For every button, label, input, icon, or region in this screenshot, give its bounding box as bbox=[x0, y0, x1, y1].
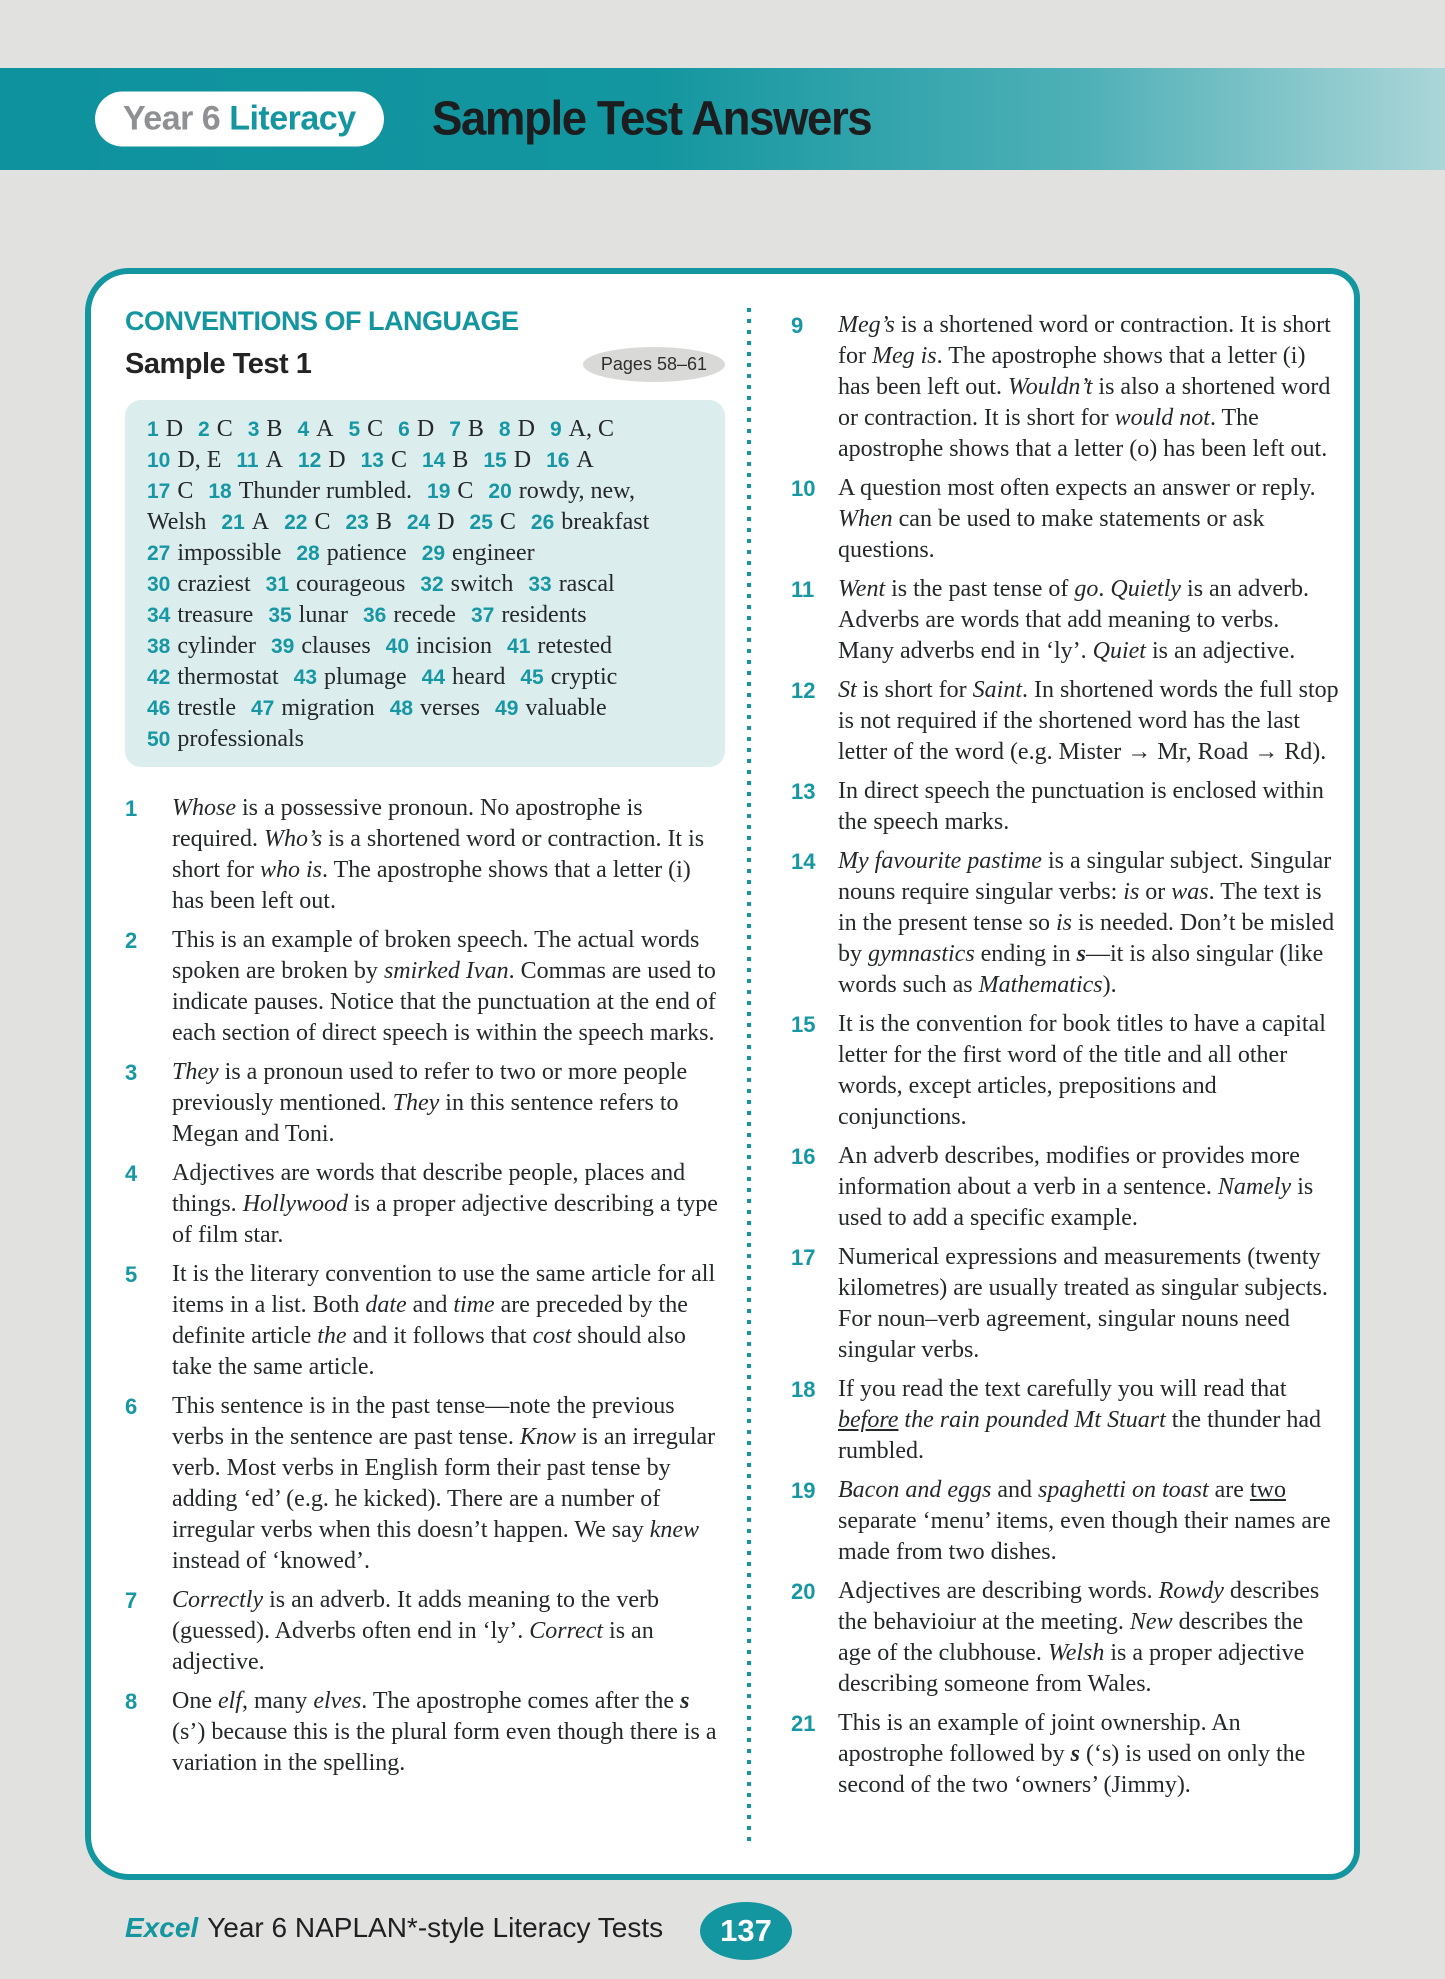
answer-value: recede bbox=[393, 602, 456, 628]
answer-number: 24 bbox=[406, 511, 431, 534]
answer-value: thermostat bbox=[177, 664, 279, 690]
explanation-number: 4 bbox=[125, 1161, 138, 1186]
answer-value: C bbox=[367, 416, 384, 442]
explanation-number: 16 bbox=[791, 1144, 816, 1169]
answer-value: treasure bbox=[177, 602, 254, 628]
page-number-badge: 137 bbox=[700, 1902, 792, 1960]
explanation-number: 18 bbox=[791, 1377, 816, 1402]
answer-key-line bbox=[147, 662, 711, 693]
answer-number: 1 bbox=[147, 418, 159, 441]
answer-number: 6 bbox=[398, 418, 410, 441]
book-title-rest: Year 6 NAPLAN*-style Literacy Tests bbox=[207, 1912, 664, 1943]
explanation-number: 2 bbox=[125, 928, 138, 953]
explanation-number: 7 bbox=[125, 1588, 138, 1613]
explanation-number: 14 bbox=[791, 849, 816, 874]
explanation-item bbox=[791, 1141, 1340, 1234]
answer-value: Welsh bbox=[147, 509, 207, 535]
explanation-item bbox=[125, 1391, 725, 1577]
answer-value: D bbox=[437, 509, 455, 535]
column-divider bbox=[747, 308, 751, 1844]
answer-key-line bbox=[147, 724, 711, 755]
explanation-item bbox=[125, 1259, 725, 1383]
answer-number: 13 bbox=[360, 449, 384, 472]
answer-key-line bbox=[147, 693, 711, 724]
answer-value: clauses bbox=[301, 633, 371, 659]
explanation-text: It is the convention for book titles to have a capital letter for the first word of the title and all other words, except articles, prepositions and conjunctions. bbox=[838, 1011, 1326, 1130]
answer-number: 47 bbox=[251, 697, 275, 720]
answer-number: 31 bbox=[265, 573, 289, 596]
answer-number: 4 bbox=[297, 418, 310, 441]
answer-key-line bbox=[147, 600, 711, 631]
header-band bbox=[0, 68, 1445, 170]
explanation-text: Bacon and eggs and spaghetti on toast are two separate ‘menu’ items, even though their names are made from two dishes. bbox=[838, 1477, 1331, 1565]
answer-value: A bbox=[251, 509, 270, 535]
answer-value: impossible bbox=[177, 540, 282, 566]
answer-key-line bbox=[147, 631, 711, 662]
answer-number: 16 bbox=[546, 449, 570, 472]
explanation-text: Went is the past tense of go. Quietly is an adverb. Adverbs are words that add meaning to verbs. Many adverbs end in ‘ly’. Quiet is an adjective. bbox=[838, 576, 1310, 664]
answer-value: D bbox=[165, 416, 184, 442]
explanation-item bbox=[791, 675, 1340, 768]
answer-value: B bbox=[266, 416, 283, 442]
answer-number: 23 bbox=[345, 511, 369, 534]
answer-value: migration bbox=[281, 695, 375, 721]
answer-value: D bbox=[328, 447, 346, 473]
answer-value: C bbox=[177, 478, 194, 504]
explanation-number: 1 bbox=[125, 796, 138, 821]
explanation-text: They is a pronoun used to refer to two or more people previously mentioned. They in this sentence refers to Megan and Toni. bbox=[172, 1059, 688, 1147]
explanation-number: 13 bbox=[791, 779, 816, 804]
answer-value: professionals bbox=[177, 726, 305, 752]
explanation-number: 5 bbox=[125, 1262, 138, 1287]
answer-value: C bbox=[314, 509, 331, 535]
answer-value: courageous bbox=[296, 571, 406, 597]
answer-value: A bbox=[316, 416, 334, 442]
explanation-number: 3 bbox=[125, 1060, 138, 1085]
answer-value: heard bbox=[452, 664, 506, 690]
explanation-text: An adverb describes, modifies or provides more information about a verb in a sentence. Namely is used to add a specific example. bbox=[838, 1143, 1314, 1231]
explanations-left bbox=[125, 793, 725, 1779]
answer-value: A bbox=[265, 447, 283, 473]
answer-number: 37 bbox=[470, 604, 495, 627]
explanation-number: 20 bbox=[791, 1579, 816, 1604]
answer-number: 18 bbox=[208, 480, 232, 503]
answer-value: plumage bbox=[324, 664, 407, 690]
answer-number: 15 bbox=[483, 449, 507, 472]
explanation-item bbox=[125, 793, 725, 917]
answer-number: 26 bbox=[530, 511, 555, 534]
answer-value: B bbox=[375, 509, 392, 535]
explanation-text: Numerical expressions and measurements (twenty kilometres) are usually treated as singular subjects. For noun–verb agreement, singular nouns need singular verbs. bbox=[838, 1244, 1328, 1363]
answer-value: C bbox=[390, 447, 407, 473]
section-heading: CONVENTIONS OF LANGUAGE bbox=[125, 306, 519, 336]
explanation-text: In direct speech the punctuation is enclosed within the speech marks. bbox=[838, 778, 1324, 835]
answer-value: switch bbox=[450, 571, 514, 597]
answer-value: D, E bbox=[177, 447, 222, 473]
explanation-item bbox=[791, 1708, 1340, 1801]
explanation-item bbox=[125, 1158, 725, 1251]
explanation-item bbox=[791, 1475, 1340, 1568]
explanation-item bbox=[791, 776, 1340, 838]
explanations-right bbox=[791, 310, 1340, 1801]
answer-number: 43 bbox=[293, 666, 318, 689]
left-column bbox=[125, 306, 725, 1850]
answer-value: incision bbox=[416, 633, 493, 659]
answer-value: valuable bbox=[525, 695, 607, 721]
answer-number: 29 bbox=[421, 542, 446, 565]
explanation-text: Whose is a possessive pronoun. No apostrophe is required. Who’s is a shortened word or contraction. It is short for who is. The apostrophe shows that a letter (i) has been left out. bbox=[172, 795, 705, 914]
answer-number: 35 bbox=[268, 604, 292, 627]
answer-value: Thunder rumbled. bbox=[238, 478, 413, 504]
answer-value: A bbox=[576, 447, 594, 473]
answer-number: 21 bbox=[221, 511, 245, 534]
explanation-text: It is the literary convention to use the same article for all items in a list. Both date and time are preceded by the definite article the and it follows that cost should also take the same article. bbox=[172, 1261, 716, 1380]
answer-key-line bbox=[147, 476, 711, 507]
explanation-text: This is an example of broken speech. The actual words spoken are broken by smirked Ivan. Commas are used to indicate pauses. Notice that the punctuation at the end of each section of direct speech is within the speech marks. bbox=[172, 927, 716, 1046]
answer-number: 2 bbox=[198, 418, 210, 441]
explanation-text: St is short for Saint. In shortened words the full stop is not required if the shortened word has the last letter of the word (e.g. Mister → Mr, Road → Rd). bbox=[838, 677, 1339, 765]
page-footer bbox=[0, 1896, 1445, 1976]
answer-key-line bbox=[147, 538, 711, 569]
answer-number: 19 bbox=[427, 480, 451, 503]
explanation-item bbox=[125, 1057, 725, 1150]
answer-number: 27 bbox=[147, 542, 171, 565]
answer-number: 3 bbox=[247, 418, 260, 441]
explanation-item bbox=[791, 1576, 1340, 1700]
explanation-item bbox=[791, 1242, 1340, 1366]
explanation-text: If you read the text carefully you will read that before the rain pounded Mt Stuart the thunder had rumbled. bbox=[838, 1376, 1322, 1464]
explanation-item bbox=[125, 925, 725, 1049]
answer-value: trestle bbox=[177, 695, 236, 721]
content-box bbox=[85, 268, 1360, 1880]
answer-number: 28 bbox=[296, 542, 320, 565]
series-pill bbox=[95, 92, 384, 147]
explanation-number: 19 bbox=[791, 1478, 816, 1503]
answer-value: C bbox=[216, 416, 233, 442]
answer-number: 38 bbox=[147, 635, 171, 658]
answer-value: D bbox=[416, 416, 435, 442]
explanation-text: Correctly is an adverb. It adds meaning to the verb (guessed). Adverbs often end in ‘ly’. Correct is an adjective. bbox=[172, 1587, 659, 1675]
pages-badge: Pages 58–61 bbox=[583, 347, 725, 382]
explanation-number: 10 bbox=[791, 476, 816, 501]
answer-number: 45 bbox=[520, 666, 544, 689]
answer-number: 33 bbox=[528, 573, 552, 596]
answer-number: 30 bbox=[147, 573, 171, 596]
answer-number: 7 bbox=[449, 418, 461, 441]
book-series-label: Excel bbox=[125, 1912, 199, 1943]
answer-number: 41 bbox=[507, 635, 531, 658]
answer-value: engineer bbox=[452, 540, 535, 566]
answer-number: 22 bbox=[284, 511, 308, 534]
answer-value: lunar bbox=[298, 602, 348, 628]
answer-value: C bbox=[457, 478, 474, 504]
answer-key-line bbox=[147, 414, 711, 445]
answer-number: 10 bbox=[147, 449, 171, 472]
answer-value: B bbox=[452, 447, 469, 473]
series-subject-label: Literacy bbox=[229, 99, 356, 138]
test-title-row bbox=[125, 347, 725, 382]
explanation-item bbox=[791, 574, 1340, 667]
explanation-item bbox=[125, 1686, 725, 1779]
answer-number: 32 bbox=[420, 573, 444, 596]
answer-value: verses bbox=[420, 695, 481, 721]
explanation-text: Adjectives are words that describe people, places and things. Hollywood is a proper adjective describing a type of film star. bbox=[172, 1160, 718, 1248]
answer-value: patience bbox=[326, 540, 407, 566]
answer-number: 40 bbox=[385, 635, 410, 658]
answer-number: 11 bbox=[236, 449, 259, 472]
explanation-item bbox=[791, 1009, 1340, 1133]
answer-value: breakfast bbox=[561, 509, 650, 535]
page-title: Sample Test Answers bbox=[432, 92, 872, 146]
test-title: Sample Test 1 bbox=[125, 348, 312, 380]
explanation-number: 9 bbox=[791, 313, 804, 338]
answer-number: 36 bbox=[362, 604, 387, 627]
answer-value: B bbox=[467, 416, 484, 442]
answer-value: cylinder bbox=[177, 633, 256, 659]
explanation-number: 17 bbox=[791, 1245, 816, 1270]
answer-number: 14 bbox=[421, 449, 446, 472]
answer-value: D bbox=[517, 416, 535, 442]
explanation-text: One elf, many elves. The apostrophe comes after the s (s’) because this is the plural form even though there is a variation in the spelling. bbox=[172, 1688, 717, 1776]
explanation-item bbox=[125, 1585, 725, 1678]
answer-number: 17 bbox=[147, 480, 171, 503]
explanation-item bbox=[791, 310, 1340, 465]
explanation-number: 12 bbox=[791, 678, 816, 703]
answer-key-line bbox=[147, 445, 711, 476]
answer-value: craziest bbox=[177, 571, 251, 597]
explanation-text: Adjectives are describing words. Rowdy describes the behavioiur at the meeting. New describes the age of the clubhouse. Welsh is a proper adjective describing someone from Wales. bbox=[838, 1578, 1320, 1697]
answer-number: 49 bbox=[495, 697, 519, 720]
explanation-item bbox=[791, 473, 1340, 566]
answer-value: retested bbox=[537, 633, 613, 659]
answer-value: rascal bbox=[558, 571, 615, 597]
answer-key bbox=[125, 400, 725, 767]
explanation-number: 11 bbox=[791, 577, 815, 602]
answer-number: 5 bbox=[348, 418, 361, 441]
explanation-number: 15 bbox=[791, 1012, 816, 1037]
answer-number: 46 bbox=[147, 697, 171, 720]
answer-number: 20 bbox=[488, 480, 512, 503]
answer-number: 44 bbox=[421, 666, 446, 689]
explanation-text: Meg’s is a shortened word or contraction. It is short for Meg is. The apostrophe shows that a letter (i) has been left out. Wouldn’t is also a shortened word or contraction. It is short for would not. The apostrophe shows that a letter (o) has been left out. bbox=[838, 312, 1331, 462]
explanation-text: A question most often expects an answer or reply. When can be used to make statements or ask questions. bbox=[838, 475, 1316, 563]
answer-value: residents bbox=[501, 602, 587, 628]
answer-number: 42 bbox=[147, 666, 171, 689]
explanation-number: 6 bbox=[125, 1394, 138, 1419]
answer-value: rowdy, new, bbox=[518, 478, 635, 504]
answer-value: cryptic bbox=[550, 664, 618, 690]
answer-value: C bbox=[499, 509, 516, 535]
answer-number: 39 bbox=[271, 635, 295, 658]
answer-number: 34 bbox=[147, 604, 171, 627]
answer-number: 9 bbox=[549, 418, 562, 441]
answer-number: 50 bbox=[147, 728, 171, 751]
explanation-item bbox=[791, 1374, 1340, 1467]
answer-number: 25 bbox=[469, 511, 493, 534]
answer-value: D bbox=[513, 447, 532, 473]
explanation-number: 8 bbox=[125, 1689, 138, 1714]
explanation-text: This is an example of joint ownership. An apostrophe followed by s (‘s) is used on only the second of the two ‘owners’ (Jimmy). bbox=[838, 1710, 1306, 1798]
answer-number: 8 bbox=[498, 418, 511, 441]
explanation-text: This sentence is in the past tense—note the previous verbs in the sentence are past tense. Know is an irregular verb. Most verbs in English form their past tense by adding ‘ed’ (e.g. he kicked). There are a number of irregular verbs when this doesn’t happen. We say knew instead of ‘knowed’. bbox=[172, 1393, 716, 1574]
answer-number: 48 bbox=[389, 697, 414, 720]
answer-key-line bbox=[147, 569, 711, 600]
book-title bbox=[125, 1912, 663, 1944]
series-year-label: Year 6 bbox=[123, 99, 221, 138]
answer-key-line bbox=[147, 507, 711, 538]
answer-value: A, C bbox=[568, 416, 614, 442]
explanation-number: 21 bbox=[791, 1711, 816, 1736]
explanation-text: My favourite pastime is a singular subject. Singular nouns require singular verbs: is or was. The text is in the present tense so is is needed. Don’t be misled by gymnastics ending in s—it is also singular (like words such as Mathematics). bbox=[838, 848, 1335, 998]
right-column bbox=[791, 306, 1342, 1850]
explanation-item bbox=[791, 846, 1340, 1001]
answer-number: 12 bbox=[297, 449, 322, 472]
